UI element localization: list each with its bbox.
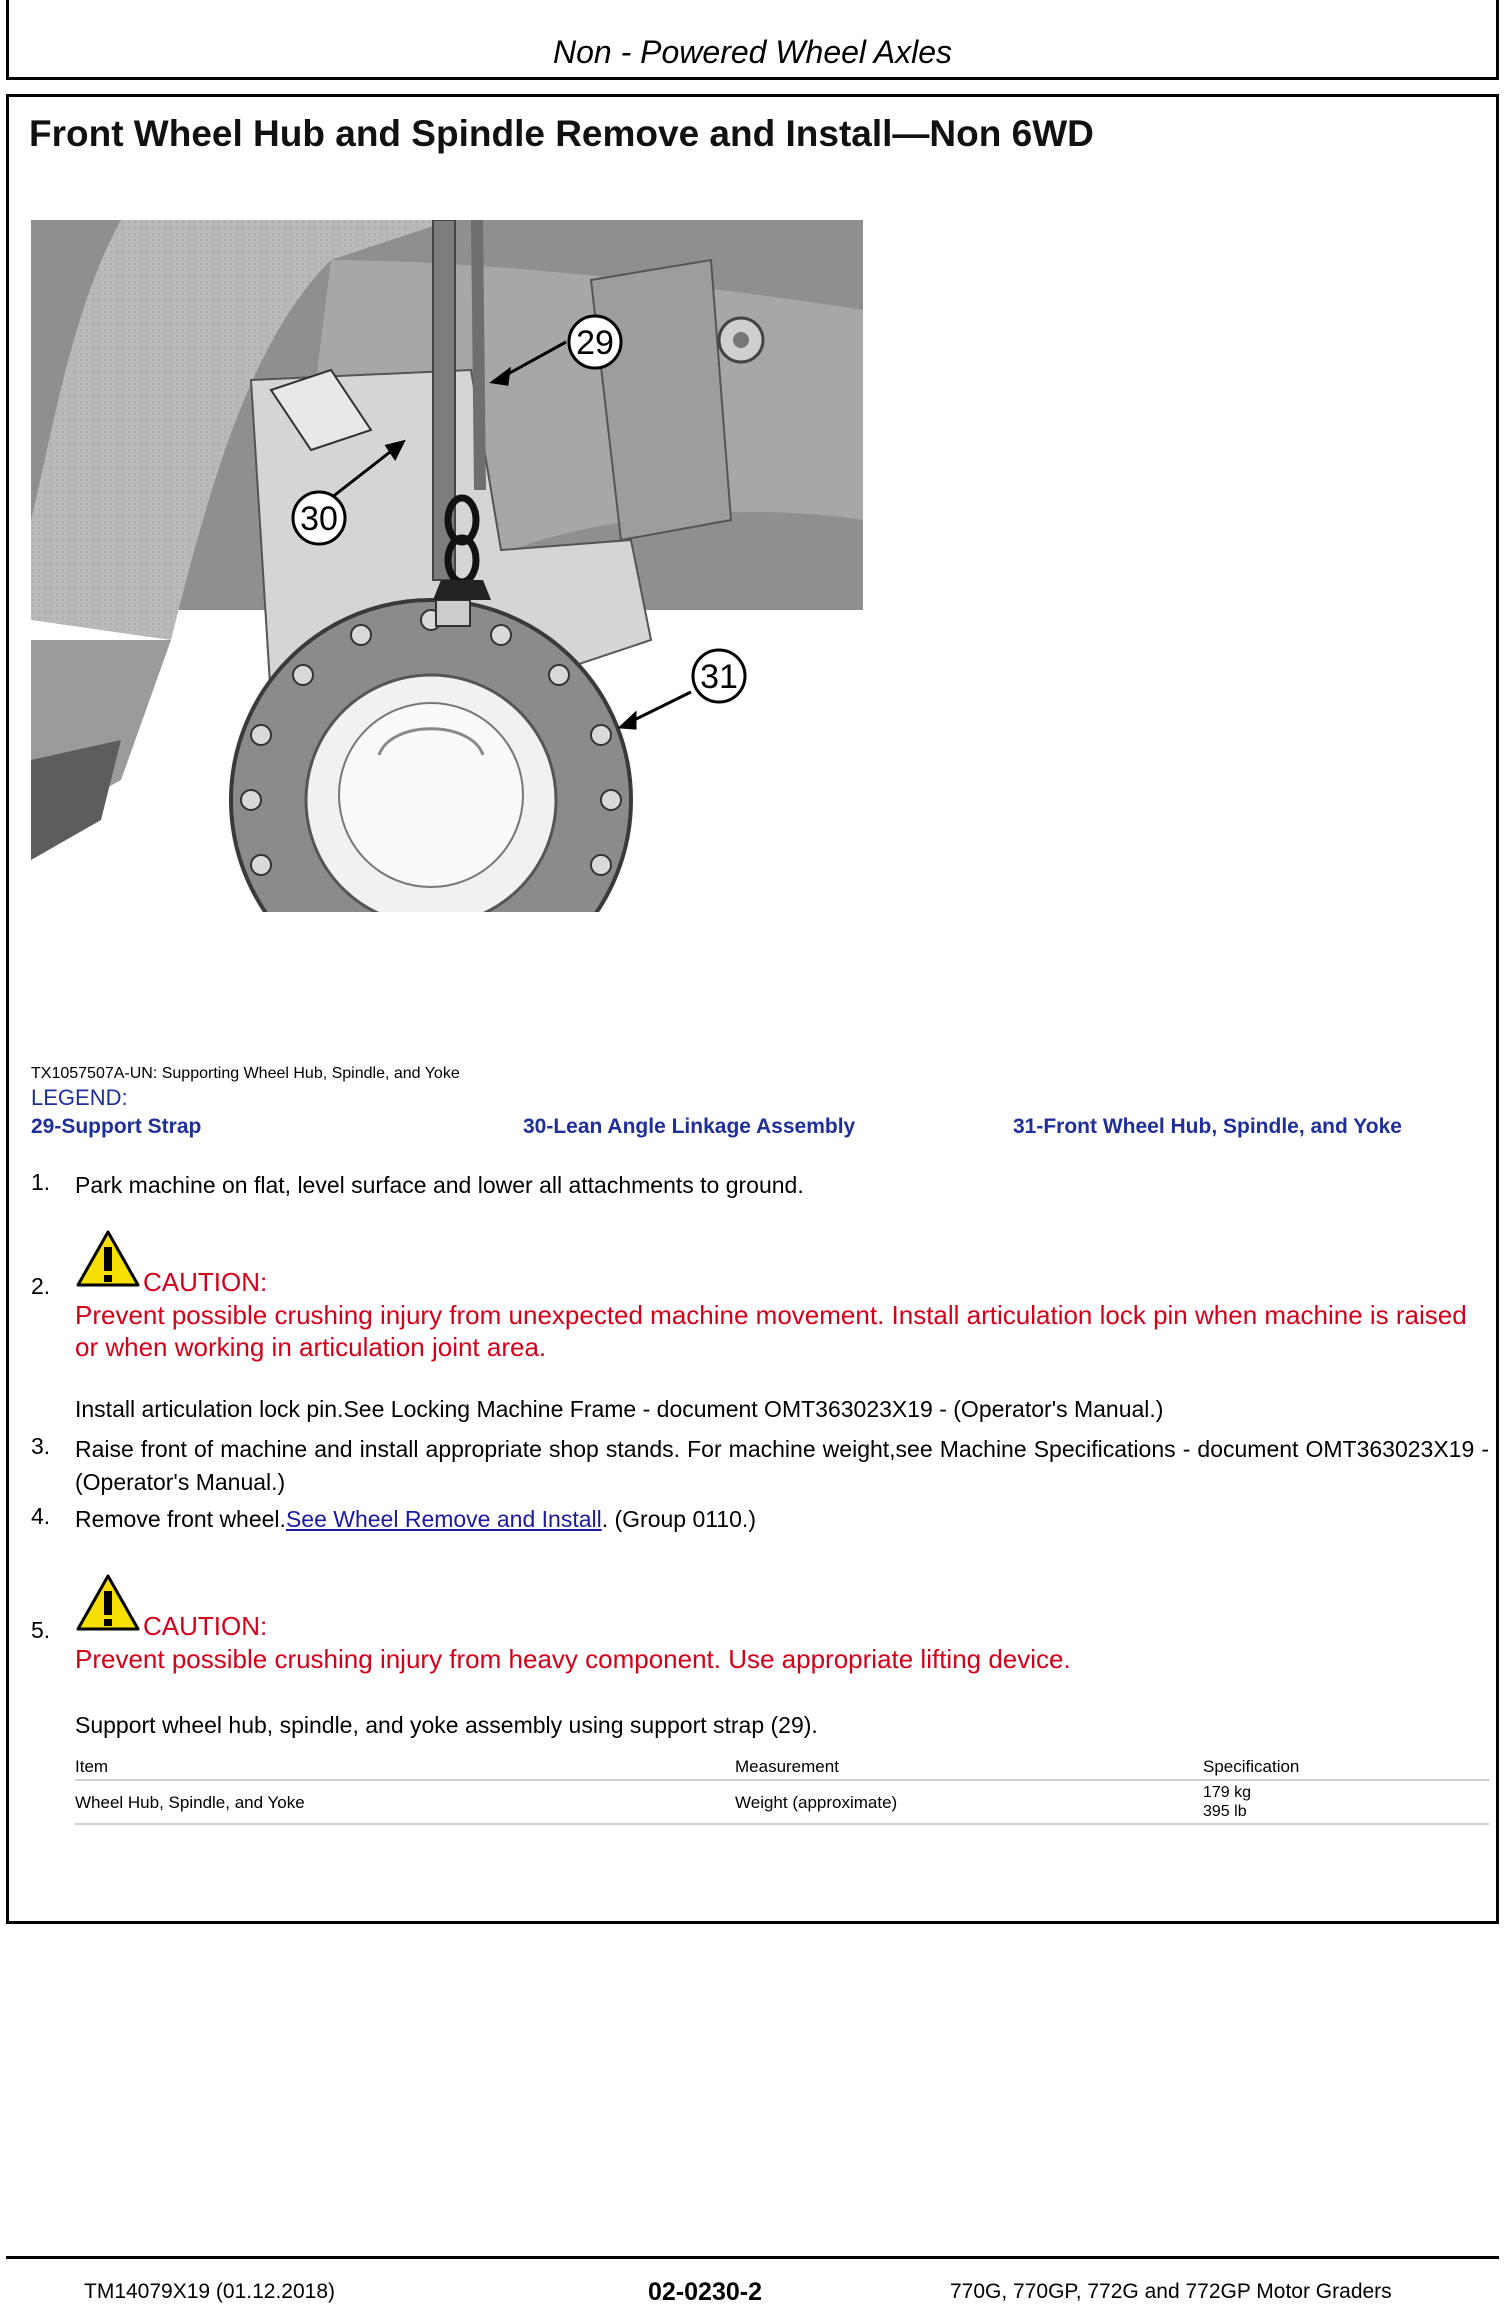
section-title: Non - Powered Wheel Axles	[553, 34, 952, 70]
caution-text: Prevent possible crushing injury from heavy component. Use appropriate lifting device.	[75, 1644, 1071, 1674]
spec-table	[75, 1753, 1489, 1825]
step-text-part: . (Group 0110.)	[601, 1506, 756, 1532]
callout-31: 31	[700, 658, 738, 696]
wheel-hub-photo	[31, 220, 863, 912]
column-header-item: Item	[75, 1757, 109, 1776]
caution-text: Prevent possible crushing injury from unexpected machine movement. Install articulation lock pin when machine is raised or when working in articulation joint area.	[75, 1300, 1467, 1362]
step-text	[75, 1503, 1489, 1536]
step-text: Raise front of machine and install appropriate shop stands. For machine weight,see Machine Specifications - document OMT363023X19 - (Operator's Manual.)	[75, 1436, 1489, 1495]
warning-icon	[75, 1229, 141, 1289]
column-header-specification: Specification	[1203, 1757, 1300, 1776]
footer-divider	[6, 2256, 1499, 2259]
page-header	[6, 0, 1499, 80]
column-header-measurement: Measurement	[735, 1757, 839, 1776]
legend-title: LEGEND:	[31, 1085, 128, 1110]
step-number: 2.	[31, 1273, 51, 1299]
page-title: Front Wheel Hub and Spindle Remove and Install—Non 6WD	[29, 113, 1094, 154]
legend-item-wheel-hub: 31-Front Wheel Hub, Spindle, and Yoke	[1013, 1115, 1402, 1138]
wheel-remove-install-link[interactable]: See Wheel Remove and Install	[285, 1506, 602, 1532]
callout-30: 30	[300, 500, 338, 538]
figure-caption: TX1057507A-UN: Supporting Wheel Hub, Spindle, and Yoke	[31, 1065, 460, 1082]
warning-icon	[75, 1573, 141, 1633]
step-number: 4.	[31, 1503, 51, 1529]
caution-label: CAUTION:	[143, 1611, 268, 1641]
step-number: 1.	[31, 1169, 51, 1195]
table-row	[75, 1781, 1489, 1825]
step-number: 5.	[31, 1617, 51, 1643]
step-text: Support wheel hub, spindle, and yoke assembly using support strap (29).	[75, 1712, 818, 1738]
step-text: Park machine on flat, level surface and lower all attachments to ground.	[75, 1172, 804, 1198]
content-frame	[6, 94, 1499, 1924]
step-number: 3.	[31, 1433, 51, 1459]
footer-page-number: 02-0230-2	[648, 2278, 762, 2306]
legend-item-support-strap: 29-Support Strap	[31, 1115, 202, 1138]
spec-imperial: 395 lb	[1203, 1803, 1247, 1820]
cell-item: Wheel Hub, Spindle, and Yoke	[75, 1793, 305, 1812]
table-header-row	[75, 1753, 1489, 1781]
callout-29: 29	[576, 324, 614, 362]
legend-item-lean-angle-linkage: 30-Lean Angle Linkage Assembly	[523, 1115, 856, 1138]
caution-label: CAUTION:	[143, 1267, 268, 1297]
spec-metric: 179 kg	[1203, 1784, 1252, 1801]
step-text-part: Remove front wheel.	[75, 1506, 286, 1532]
footer-document-id: TM14079X19 (01.12.2018)	[84, 2280, 336, 2303]
cell-specification	[1203, 1783, 1251, 1821]
cell-measurement: Weight (approximate)	[735, 1793, 898, 1812]
footer-models: 770G, 770GP, 772G and 772GP Motor Graders	[950, 2280, 1392, 2303]
step-text: Install articulation lock pin.See Locking Machine Frame - document OMT363023X19 - (Operator's Manual.)	[75, 1396, 1164, 1422]
